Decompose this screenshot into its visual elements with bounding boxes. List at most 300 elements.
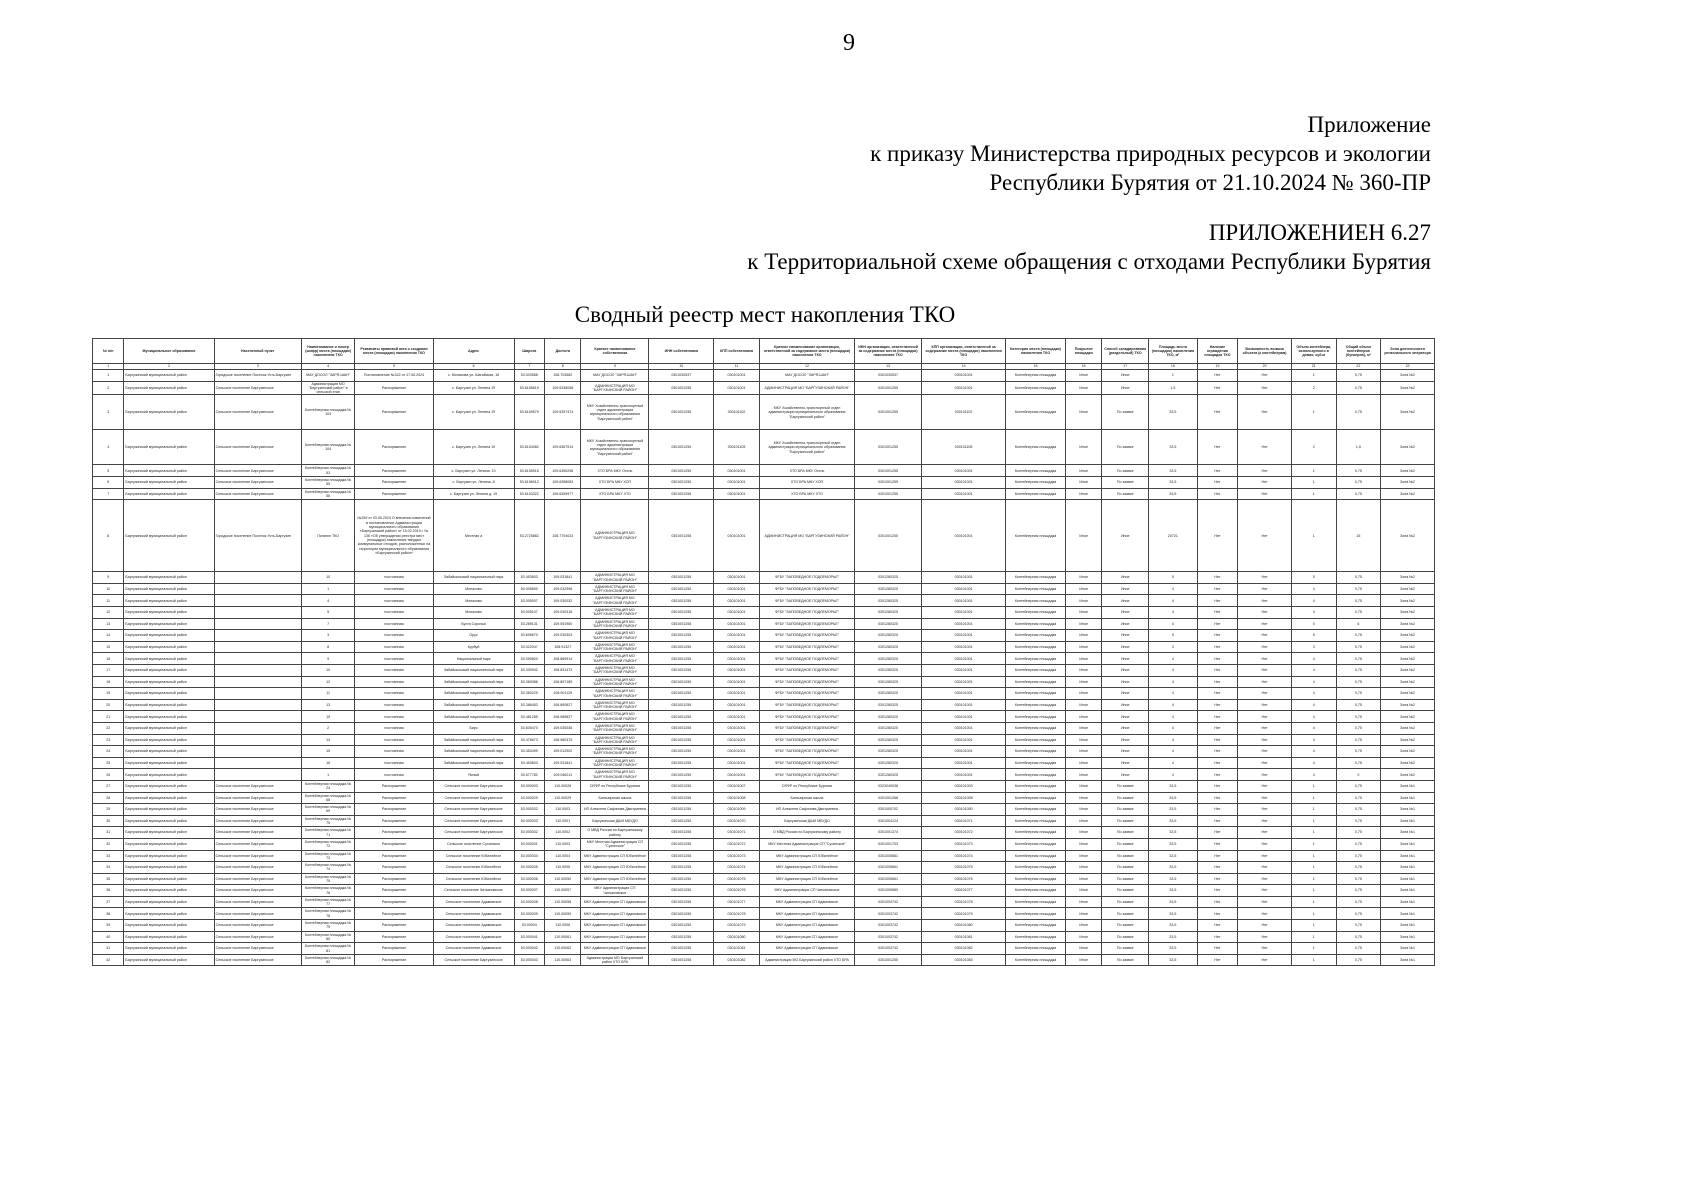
table-cell: 1 [1291, 850, 1336, 862]
table-cell: Баргузинский муниципальный район [124, 850, 214, 862]
table-cell: 030101008 [922, 792, 1006, 804]
table-cell: 41 [93, 943, 124, 955]
table-cell: 53.6159579 [514, 395, 544, 430]
table-cell: Иное [1065, 630, 1101, 642]
table-cell: 0301005661 [855, 873, 922, 885]
table-cell: Сельское поселение Юбилейное [433, 862, 514, 874]
table-cell: Сельское поселение Баргузинское [214, 804, 301, 816]
table-cell: Зона №2 [1381, 641, 1435, 653]
table-cell [214, 607, 301, 619]
table-row [93, 780, 1435, 792]
column-header: ИНН организации, ответственной за содержание места (площадки) накопления ТКО [855, 339, 922, 364]
table-cell: ХТО БРА МКУ ХТО [581, 488, 649, 500]
table-cell: 108.869914 [545, 653, 581, 665]
table-cell: 108.703562 [545, 370, 581, 382]
table-cell: 030101001 [714, 381, 760, 395]
table-body [93, 370, 1435, 966]
table-cell: Контейнерная площадка [1006, 583, 1066, 595]
table-cell: Нет [1238, 572, 1292, 584]
table-cell: 18 [93, 676, 124, 688]
table-cell: 0301001255 [649, 465, 714, 477]
table-cell: ОПФР по Республике Бурятия [759, 780, 854, 792]
column-index: 17 [1102, 364, 1149, 370]
table-cell: Нет [1238, 931, 1292, 943]
table-cell: Нет [1197, 931, 1238, 943]
table-cell: Сельское поселение Баргузинское [214, 792, 301, 804]
table-cell: 53.577782 [514, 769, 544, 781]
column-index: 3 [214, 364, 301, 370]
table-cell: ОПФР по Республике Бурятия [581, 780, 649, 792]
table-row [93, 896, 1435, 908]
table-cell: Администрация МО Баргузинский район ХТО БРА [759, 954, 854, 966]
table-cell [214, 757, 301, 769]
table-cell: 0301001255 [649, 722, 714, 734]
table-cell: 030101001 [714, 734, 760, 746]
table-cell: Сельское поселение Баргузинское [214, 850, 301, 862]
table-row [93, 908, 1435, 920]
table-cell: 030101074 [922, 850, 1006, 862]
table-cell: 0301280325 [855, 757, 922, 769]
table-cell: 030101001 [922, 641, 1006, 653]
table-cell: 030101001 [714, 653, 760, 665]
table-cell [214, 734, 301, 746]
table-cell: 0301280325 [855, 630, 922, 642]
table-cell: Сельское поселение Баргузинское [214, 896, 301, 908]
column-header: Широта [514, 339, 544, 364]
table-cell: 0301001255 [649, 954, 714, 966]
table-cell: Иное [1065, 465, 1101, 477]
table-cell: Баргузинский муниципальный район [124, 583, 214, 595]
table-cell: ФГБУ "ЗАПОВЕДНОЕ ПОДЛЕМОРЬЕ" [759, 641, 854, 653]
table-cell [214, 595, 301, 607]
table-cell: Контейнерная площадка [1006, 850, 1066, 862]
table-cell: 0301005661 [855, 862, 922, 874]
table-cell: 109.6397474 [545, 395, 581, 430]
table-cell: Иное [1102, 688, 1149, 700]
table-cell: 53.000031 [514, 838, 544, 850]
table-cell: 0301005680 [855, 885, 922, 897]
table-cell: Контейнерная площадка [1006, 676, 1066, 688]
table-cell: Зона №2 [1381, 583, 1435, 595]
table-cell: 1 [1291, 954, 1336, 966]
table-cell: АДМИНИСТРАЦИЯ МО "БАРГУЗИНСКИЙ РАЙОН" [581, 734, 649, 746]
table-cell: 0,75 [1336, 780, 1381, 792]
table-cell: с. Баргузин ул. Ленина, 8 [433, 477, 514, 489]
table-cell: 030101001 [714, 583, 760, 595]
table-cell: 0301280325 [855, 607, 922, 619]
table-cell: Распоряжение [355, 815, 433, 827]
table-cell: 0,75 [1336, 607, 1381, 619]
table-cell: 030101081 [714, 943, 760, 955]
table-cell: МКУ Администрация СП Адамовское [759, 931, 854, 943]
table-cell: 33,5 [1149, 815, 1198, 827]
table-cell: 109.6359977 [545, 488, 581, 500]
table-cell: Контейнерная площадка № 72 [301, 838, 355, 850]
table-cell: Зона №1 [1381, 862, 1435, 874]
table-cell: Забайкальский национальный парк [433, 688, 514, 700]
column-index: 11 [714, 364, 760, 370]
table-cell: 030101001 [714, 722, 760, 734]
table-cell: 0,75 [1336, 896, 1381, 908]
table-cell: Нет [1238, 827, 1292, 839]
table-cell: Сельское поселение Баргузинское [214, 780, 301, 792]
table-cell: 4 [1149, 688, 1198, 700]
table-cell: Сельское поселение Баргузинское [433, 827, 514, 839]
table-cell: 19 [93, 688, 124, 700]
column-header: Наличие ограждения площадки ТКО [1197, 339, 1238, 364]
document-title: Сводный реестр мест накопления ТКО [574, 302, 956, 327]
table-cell: МКУ Администрация СП Адамовское [759, 920, 854, 932]
table-cell: ФГБУ "ЗАПОВЕДНОЕ ПОДЛЕМОРЬЕ" [759, 734, 854, 746]
table-cell: Контейнерная площадка № 55 [301, 477, 355, 489]
table-cell: Сельское поселение Баргузинское [214, 838, 301, 850]
table-cell: 0301001255 [855, 954, 922, 966]
table-cell: Контейнерная площадка № 24 [301, 780, 355, 792]
column-header: Реквизиты правовой акта о создании места (площадки) накопления ТКО [355, 339, 433, 364]
table-cell: ФГБУ "ЗАПОВЕДНОЕ ПОДЛЕМОРЬЕ" [759, 757, 854, 769]
table-cell: 030101001 [922, 653, 1006, 665]
table-cell: Нет [1197, 665, 1238, 677]
table-cell [214, 769, 301, 781]
table-cell: 4 [1149, 769, 1198, 781]
table-cell: 030101001 [922, 607, 1006, 619]
table-cell: 0,75 [1336, 920, 1381, 932]
table-cell: 109.030316 [545, 607, 581, 619]
table-cell: 33,5 [1149, 780, 1198, 792]
table-cell: МКУ Администрация СП Юбилейное [759, 873, 854, 885]
table-cell: 0301001255 [649, 757, 714, 769]
table-cell: 0301001268 [855, 792, 922, 804]
table-cell: Баргузинский муниципальный район [124, 381, 214, 395]
table-cell: МКУ Хозяйственно-транспортный отдел администрации муниципального образования "Баргузинский район" [759, 395, 854, 430]
table-cell: 030101001 [714, 711, 760, 723]
table-cell: 4 [301, 595, 355, 607]
table-cell: По заявке [1102, 395, 1149, 430]
table-cell: Контейнерная площадка [1006, 711, 1066, 723]
table-cell: 0301001255 [649, 780, 714, 792]
table-cell: 4 [1149, 711, 1198, 723]
table-cell: Зона №1 [1381, 931, 1435, 943]
table-cell: АДМИНИСТРАЦИЯ МО "БАРГУЗИНСКИЙ РАЙОН" [581, 769, 649, 781]
table-cell: 030101073 [922, 838, 1006, 850]
table-cell: Зона №2 [1381, 711, 1435, 723]
table-cell: Контейнерная площадка [1006, 815, 1066, 827]
table-cell: 53.605470 [514, 722, 544, 734]
table-cell: 53.000035 [514, 862, 544, 874]
table-cell: МКУ Администрация СП Юбилейное [581, 862, 649, 874]
table-cell: 0301280325 [855, 769, 922, 781]
table-cell: 0301280325 [855, 665, 922, 677]
table-cell: Сельское поселение Баргузинское [433, 954, 514, 966]
table-cell: 030101102 [922, 395, 1006, 430]
table-cell: 1 [1291, 370, 1336, 382]
table-cell: Иное [1065, 653, 1101, 665]
table-cell: 110.00028 [545, 780, 581, 792]
table-cell: Контейнерная площадка [1006, 381, 1066, 395]
table-cell: 0301001255 [649, 500, 714, 572]
table-cell: Иное [1065, 943, 1101, 955]
table-cell: 109.6338058 [545, 381, 581, 395]
table-cell: 0,75 [1336, 488, 1381, 500]
table-cell: Нет [1238, 769, 1292, 781]
table-cell: 33,5 [1149, 804, 1198, 816]
table-cell: ФГБУ "ЗАПОВЕДНОЕ ПОДЛЕМОРЬЕ" [759, 676, 854, 688]
table-cell: 0301280325 [855, 711, 922, 723]
table-row [93, 395, 1435, 430]
table-cell: Нет [1197, 943, 1238, 955]
table-cell: Сельское поселение Баргузинское [214, 943, 301, 955]
table-cell: Распоряжение [355, 873, 433, 885]
table-cell: 030101105 [714, 430, 760, 465]
table-cell: 0301280325 [855, 653, 922, 665]
table-cell: 110.00050 [545, 873, 581, 885]
table-cell: 030101001 [714, 769, 760, 781]
table-cell: 53.003568 [514, 370, 544, 382]
table-cell: Контейнерная площадка № 56 [301, 488, 355, 500]
table-cell: Зона №2 [1381, 370, 1435, 382]
table-row [93, 572, 1435, 584]
table-cell: 15 [93, 641, 124, 653]
table-cell: 53.005107 [514, 607, 544, 619]
table-cell: Контейнерная площадка [1006, 931, 1066, 943]
table-cell: 33,5 [1149, 430, 1198, 465]
table-cell: Зона №2 [1381, 595, 1435, 607]
table-row [93, 873, 1435, 885]
table-cell: 53.000037 [514, 885, 544, 897]
table-cell: Нет [1197, 618, 1238, 630]
table-cell: Распоряжение [355, 920, 433, 932]
table-cell: Зона №2 [1381, 665, 1435, 677]
table-cell: Нет [1238, 641, 1292, 653]
table-row [93, 430, 1435, 465]
table-cell: МКУ Администрация СП Адамовское [581, 920, 649, 932]
table-cell: АДМИНИСТРАЦИЯ МО "БАРГУЗИНСКИЙ РАЙОН" [581, 618, 649, 630]
table-cell: Контейнерная площадка [1006, 595, 1066, 607]
table-cell: Контейнерная площадка № 103 [301, 395, 355, 430]
table-cell: 0301001374 [855, 827, 922, 839]
table-cell: 1 [1291, 908, 1336, 920]
table-cell: 0301001255 [649, 381, 714, 395]
table-cell: 0301005661 [855, 850, 922, 862]
table-cell: Контейнерная площадка [1006, 665, 1066, 677]
table-cell: 0,75 [1336, 641, 1381, 653]
table-cell: Иное [1102, 583, 1149, 595]
table-row [93, 838, 1435, 850]
table-cell: Зона №2 [1381, 500, 1435, 572]
table-cell: 0301000702 [855, 804, 922, 816]
table-cell: Нет [1238, 862, 1292, 874]
table-cell [214, 699, 301, 711]
table-cell: Нет [1197, 381, 1238, 395]
table-cell: 030101076 [922, 873, 1006, 885]
table-cell: Баргузинский муниципальный район [124, 885, 214, 897]
table-cell: 35 [93, 873, 124, 885]
table-cell: 030101001 [714, 688, 760, 700]
table-cell: 0301280325 [855, 618, 922, 630]
table-cell: 53.000042 [514, 943, 544, 955]
table-cell: 030101075 [922, 862, 1006, 874]
table-cell: 11 [93, 595, 124, 607]
table-cell: Контейнерная площадка № 75 [301, 873, 355, 885]
table-cell: Нет [1197, 641, 1238, 653]
table-cell: 16 [93, 653, 124, 665]
column-index: 22 [1336, 364, 1381, 370]
table-cell: 110.00063 [545, 954, 581, 966]
table-cell: 1 [1291, 943, 1336, 955]
table-cell: 29 [93, 804, 124, 816]
table-cell: ФГБУ "ЗАПОВЕДНОЕ ПОДЛЕМОРЬЕ" [759, 711, 854, 723]
table-cell: с. Баргузин ул. Ленина д. 19 [433, 488, 514, 500]
table-cell: Зона №2 [1381, 488, 1435, 500]
table-cell: Нет [1197, 838, 1238, 850]
table-cell: 0301001255 [649, 477, 714, 489]
appendix-block [870, 110, 1431, 197]
table-cell: Нет [1238, 430, 1292, 465]
table-cell: Баргузинский муниципальный район [124, 769, 214, 781]
table-cell: 030101001 [922, 746, 1006, 758]
table-cell: Контейнерная площадка [1006, 465, 1066, 477]
table-cell: Сельское поселение Баргузинское [214, 908, 301, 920]
table-cell: 0301001255 [649, 572, 714, 584]
table-cell: Иное [1065, 595, 1101, 607]
table-row [93, 734, 1435, 746]
table-cell: Баргузинский муниципальный район [124, 477, 214, 489]
table-cell: Распоряжение [355, 896, 433, 908]
table-cell: АДМИНИСТРАЦИЯ МО "БАРГУЗИНСКИЙ РАЙОН" [581, 381, 649, 395]
table-cell: Контейнерная площадка [1006, 908, 1066, 920]
table-cell: 53.2725882 [514, 500, 544, 572]
table-cell: АДМИНИСТРАЦИЯ МО "БАРГУЗИНСКИЙ РАЙОН" [581, 665, 649, 677]
table-cell: 108.890827 [545, 699, 581, 711]
table-cell: 53.6155916 [514, 465, 544, 477]
table-cell: с. Баргузин ул. Ленина 19 [433, 430, 514, 465]
table-cell: Контейнерная площадка [1006, 734, 1066, 746]
table-cell: Иное [1065, 430, 1101, 465]
table-cell: Зона №2 [1381, 699, 1435, 711]
table-cell: По заявке [1102, 815, 1149, 827]
table-cell: Баргузинская ДШИ МБУДО [759, 815, 854, 827]
table-cell: По заявке [1102, 920, 1149, 932]
table-cell: 33,5 [1149, 827, 1198, 839]
table-cell: 0 [1336, 769, 1381, 781]
table-cell: 4 [1149, 607, 1198, 619]
table-cell: Контейнерная площадка [1006, 746, 1066, 758]
table-cell: 030101007 [714, 780, 760, 792]
table-cell: Баргузинский муниципальный район [124, 780, 214, 792]
table-cell: По заявке [1102, 827, 1149, 839]
table-cell: Зона №1 [1381, 896, 1435, 908]
table-row [93, 595, 1435, 607]
table-cell: 110.0003 [545, 804, 581, 816]
table-cell: 030101001 [922, 711, 1006, 723]
table-cell: 4 [1149, 734, 1198, 746]
table-cell: АДМИНИСТРАЦИЯ МО "БАРГУЗИНСКИЙ РАЙОН" [581, 630, 649, 642]
table-cell: 030101080 [714, 931, 760, 943]
table-cell: Контейнерная площадка [1006, 804, 1066, 816]
table-row [93, 746, 1435, 758]
table-cell: 110.00058 [545, 896, 581, 908]
table-cell: 1 [1291, 885, 1336, 897]
table-cell: МКУ Администрация СП Юбилейное [759, 850, 854, 862]
table-cell: Контейнерная площадка [1006, 641, 1066, 653]
table-cell: Иное [1102, 665, 1149, 677]
table-cell: 27 [93, 780, 124, 792]
table-cell [214, 676, 301, 688]
table-cell: 030101001 [922, 630, 1006, 642]
table-cell: 109.046211 [545, 769, 581, 781]
table-cell: 0301001255 [649, 873, 714, 885]
table-cell: 030101079 [922, 908, 1006, 920]
table-cell: 0301001255 [649, 792, 714, 804]
table-cell: Монахово [433, 607, 514, 619]
table-cell: 030101001 [922, 500, 1006, 572]
table-cell: Зона №2 [1381, 465, 1435, 477]
table-cell: МКУ Хозяйственно-транспортный отдел администрации муниципального образования "Баргузинский район" [581, 395, 649, 430]
table-cell: Распоряжение [355, 381, 433, 395]
table-cell: Нет [1197, 862, 1238, 874]
table-cell: Баргузинская ДШИ МБУДО [581, 815, 649, 827]
table-cell: 33,5 [1149, 862, 1198, 874]
table-cell: По заявке [1102, 838, 1149, 850]
table-cell [214, 746, 301, 758]
table-cell: 0301001255 [649, 908, 714, 920]
table-cell: Нет [1197, 920, 1238, 932]
table-cell: Контейнерная площадка № 68 [301, 792, 355, 804]
table-cell: 33,5 [1149, 488, 1198, 500]
table-cell: постоянная [355, 641, 433, 653]
table-cell: 0301001255 [649, 746, 714, 758]
table-cell: Баргузинский муниципальный район [124, 630, 214, 642]
table-cell: 030101001 [922, 734, 1006, 746]
table-cell: Контейнерная площадка № 71 [301, 827, 355, 839]
table-cell: 0323049038 [855, 780, 922, 792]
table-cell: 6 [1336, 618, 1381, 630]
table-cell: постоянная [355, 676, 433, 688]
table-cell: Зона №2 [1381, 722, 1435, 734]
table-cell: 110.0005 [545, 862, 581, 874]
table-cell: 110.00061 [545, 931, 581, 943]
table-cell: Баргузинский муниципальный район [124, 931, 214, 943]
table-cell: Сельское поселение Сухинское [433, 838, 514, 850]
table-cell: Нет [1238, 746, 1292, 758]
table-cell: Баргузинский муниципальный район [124, 676, 214, 688]
table-cell: По заявке [1102, 465, 1149, 477]
table-cell: Баргузинский муниципальный район [124, 465, 214, 477]
table-cell: 4 [1149, 583, 1198, 595]
table-cell: 0301001703 [855, 838, 922, 850]
table-cell: 0301280325 [855, 595, 922, 607]
table-cell: Распоряжение [355, 885, 433, 897]
column-index: 4 [301, 364, 355, 370]
table-cell: Сельское поселение Юбилейное [433, 873, 514, 885]
table-cell: ФГБУ "ЗАПОВЕДНОЕ ПОДЛЕМОРЬЕ" [759, 665, 854, 677]
column-index: 10 [649, 364, 714, 370]
table-cell: ХТО БРА МКУ Отель [759, 465, 854, 477]
table-cell: 53.000038 [514, 896, 544, 908]
table-cell: 53.6154082 [514, 430, 544, 465]
table-cell: 53.6153322 [514, 488, 544, 500]
table-cell: 53.090820 [514, 653, 544, 665]
table-cell: Контейнерная площадка [1006, 792, 1066, 804]
table-row [93, 804, 1435, 816]
table-cell: Зона №2 [1381, 381, 1435, 395]
table-cell: 0301280325 [855, 641, 922, 653]
table-cell: 10 [301, 665, 355, 677]
table-cell: Зона №1 [1381, 873, 1435, 885]
table-cell: Зона №2 [1381, 607, 1435, 619]
table-cell: МАУ ДОСОЛ "ЗАРЯ-ШАН" [581, 370, 649, 382]
table-row [93, 815, 1435, 827]
